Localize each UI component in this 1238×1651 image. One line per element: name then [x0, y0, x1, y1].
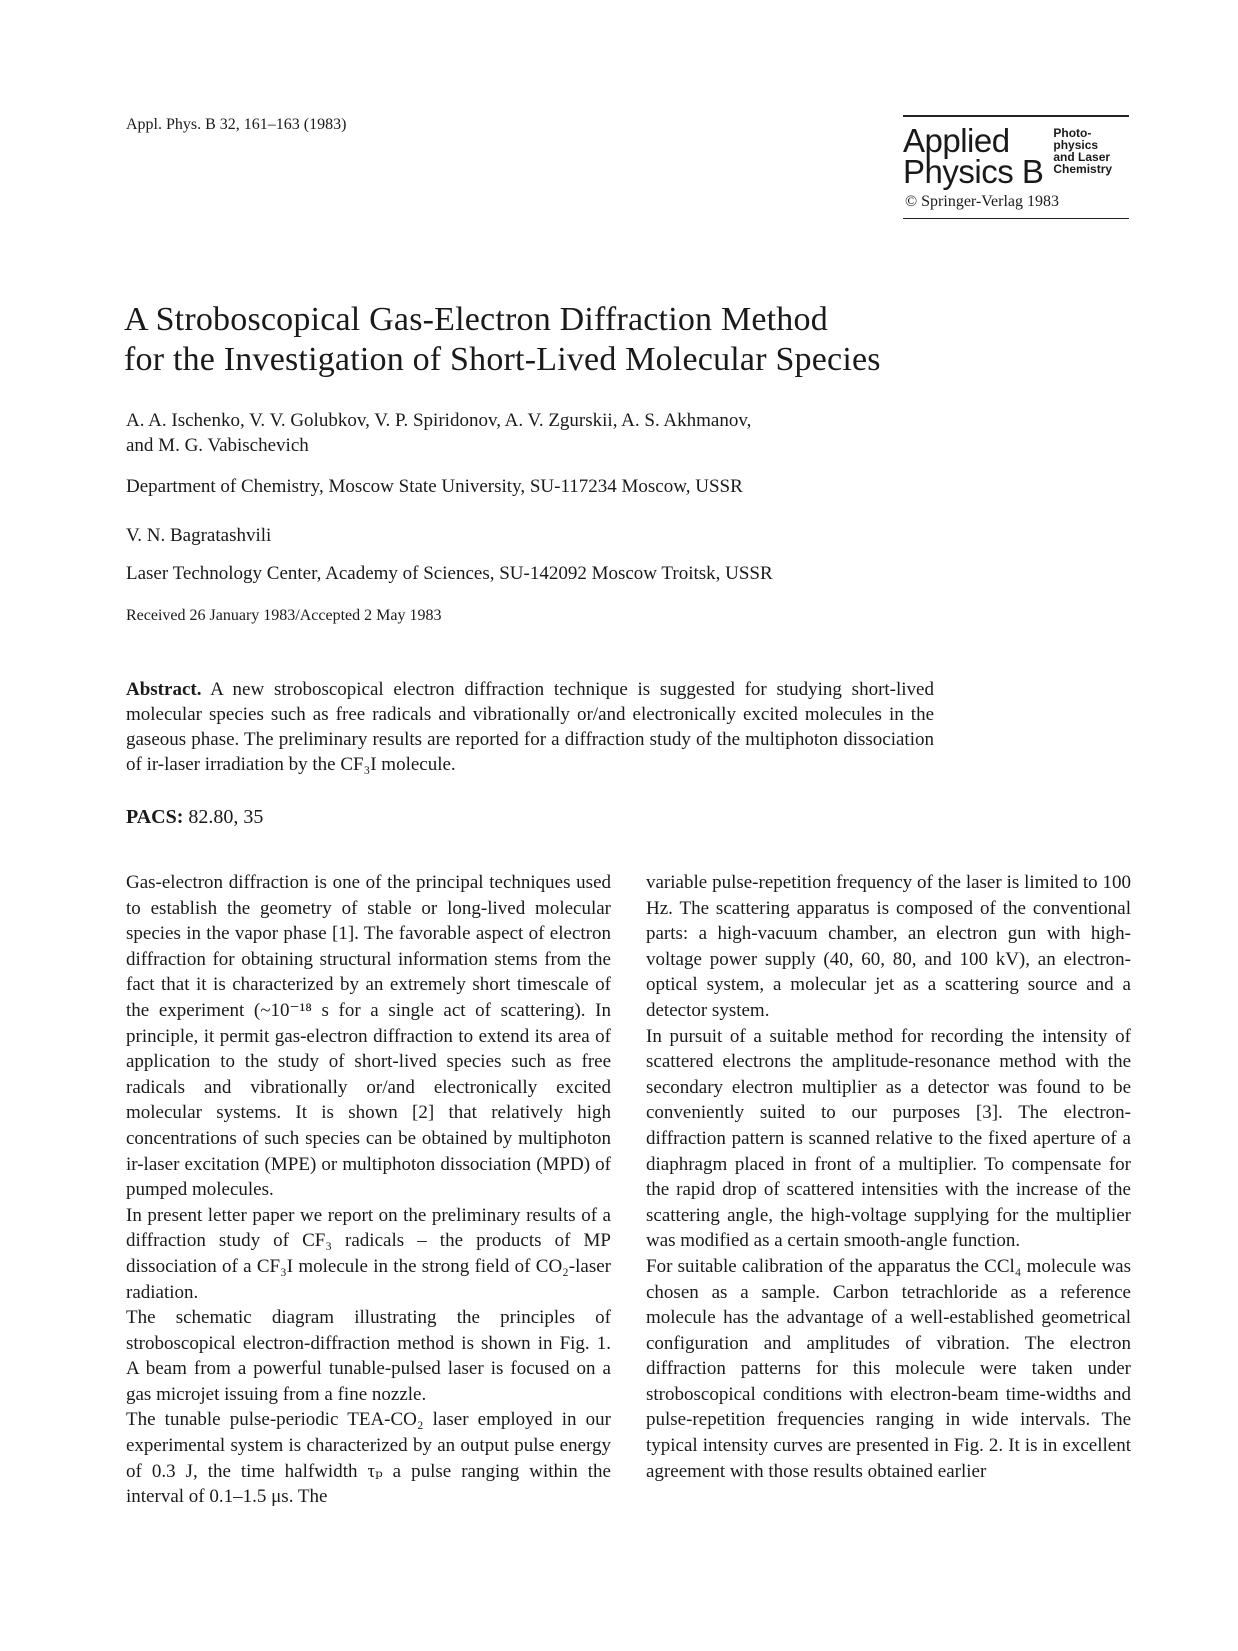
- body-column-right: [646, 870, 1131, 1484]
- pacs-label: PACS:: [126, 806, 184, 828]
- title-line-2: for the Investigation of Short-Lived Molecular Species: [124, 341, 881, 378]
- abstract-text: A new stroboscopical electron diffraction technique is suggested for studying short-lived molecular species such as free radicals and vibrationally or/and electronically excited molecules in the gaseous phase. The preliminary results are reported for a diffraction study of the multiphoton dissociation of ir-laser irradiation by the CF₃I molecule.: [126, 679, 934, 775]
- body-paragraph: In present letter paper we report on the preliminary results of a diffraction study of CF₃ radicals – the products of MP dissociation of a CF₃I molecule in the strong field of CO₂-laser radiation.: [126, 1204, 611, 1303]
- body-paragraph: The tunable pulse-periodic TEA-CO₂ laser employed in our experimental system is characterized by an output pulse energy of 0.3 J, the time halfwidth τₚ a pulse ranging within the interval of 0.1–1.5 μs. The: [126, 1409, 611, 1508]
- title-line-1: A Stroboscopical Gas-Electron Diffraction Method: [124, 301, 828, 338]
- article-title: [124, 300, 881, 380]
- journal-subtitle-line2: physics: [1053, 138, 1099, 152]
- body-paragraph: In pursuit of a suitable method for recording the intensity of scattered electrons the amplitude-resonance method with the secondary electron multiplier as a detector was found to be conveniently suited to our purposes [3]. The electron-diffraction pattern is scanned relative to the fixed aperture of a diaphragm placed in front of a multiplier. To compensate for the rapid drop of scattered intensities with the increase of the scattering angle, the high-voltage supplying for the multiplier was modified as a certain smooth-angle function.: [646, 1025, 1131, 1252]
- logo-top-rule: [903, 115, 1129, 117]
- body-column-left: [126, 870, 611, 1510]
- body-paragraph: Gas-electron diffraction is one of the principal techniques used to establish the geometry of stable or long-lived molecular species in the vapor phase [1]. The favorable aspect of electron diffraction for obtaining structural information stems from the fact that it is characterized by an extremely short timescale of the experiment (~10⁻¹⁸ s for a single act of scattering). In principle, it permit gas-electron diffraction to extend its area of application to the study of short-lived species such as free radicals and vibrationally or/and electronically excited molecular systems. It is shown [2] that relatively high concentrations of such species can be obtained by multiphoton ir-laser excitation (MPE) or multiphoton dissociation (MPD) of pumped molecules.: [126, 872, 611, 1201]
- pacs: [126, 806, 263, 829]
- abstract: [126, 677, 934, 777]
- journal-logo: [903, 115, 1129, 219]
- authors-line-1: A. A. Ischenko, V. V. Golubkov, V. P. Spiridonov, A. V. Zgurskii, A. S. Akhmanov,: [126, 410, 752, 431]
- authors-line-2: and M. G. Vabischevich: [126, 435, 309, 456]
- author-2: V. N. Bagratashvili: [126, 525, 272, 546]
- author-list: [126, 408, 751, 458]
- logo-bottom-rule: [903, 218, 1129, 219]
- journal-citation: Appl. Phys. B 32, 161–163 (1983): [126, 116, 347, 133]
- affiliation-2: Laser Technology Center, Academy of Sciences, SU-142092 Moscow Troitsk, USSR: [126, 563, 773, 584]
- affiliation-1: Department of Chemistry, Moscow State University, SU-117234 Moscow, USSR: [126, 476, 743, 497]
- abstract-label: Abstract.: [126, 679, 202, 700]
- publisher-copyright: © Springer-Verlag 1983: [905, 193, 1060, 210]
- pacs-value: 82.80, 35: [188, 806, 264, 828]
- journal-subtitle: [1053, 127, 1112, 175]
- journal-subtitle-line1: Photo-: [1053, 126, 1092, 140]
- journal-name: [903, 122, 1044, 190]
- body-paragraph: For suitable calibration of the apparatus the CCl₄ molecule was chosen as a sample. Carbon tetrachloride as a reference molecule has the advantage of a well-established geometrical configuration and amplitudes of vibration. The electron diffraction patterns for this molecule were taken under stroboscopical conditions with electron-beam time-widths and pulse-repetition frequencies ranging in wide intervals. The typical intensity curves are presented in Fig. 2. It is in excellent agreement with those results obtained earlier: [646, 1255, 1131, 1482]
- journal-subtitle-line4: Chemistry: [1053, 162, 1113, 176]
- body-paragraph: variable pulse-repetition frequency of the laser is limited to 100 Hz. The scattering apparatus is composed of the conventional parts: a high-vacuum chamber, an electron gun with high-voltage power supply (40, 60, 80, and 100 kV), an electron-optical system, a molecular jet as a scattering source and a detector system.: [646, 872, 1131, 1021]
- journal-subtitle-line3: and Laser: [1053, 150, 1111, 164]
- body-paragraph: The schematic diagram illustrating the principles of stroboscopical electron-diffraction method is shown in Fig. 1. A beam from a powerful tunable-pulsed laser is focused on a gas microjet issuing from a fine nozzle.: [126, 1307, 611, 1405]
- journal-name-line2: Physics B: [903, 153, 1044, 190]
- received-date: Received 26 January 1983/Accepted 2 May 1983: [126, 607, 442, 624]
- journal-name-line1: Applied: [903, 122, 1010, 159]
